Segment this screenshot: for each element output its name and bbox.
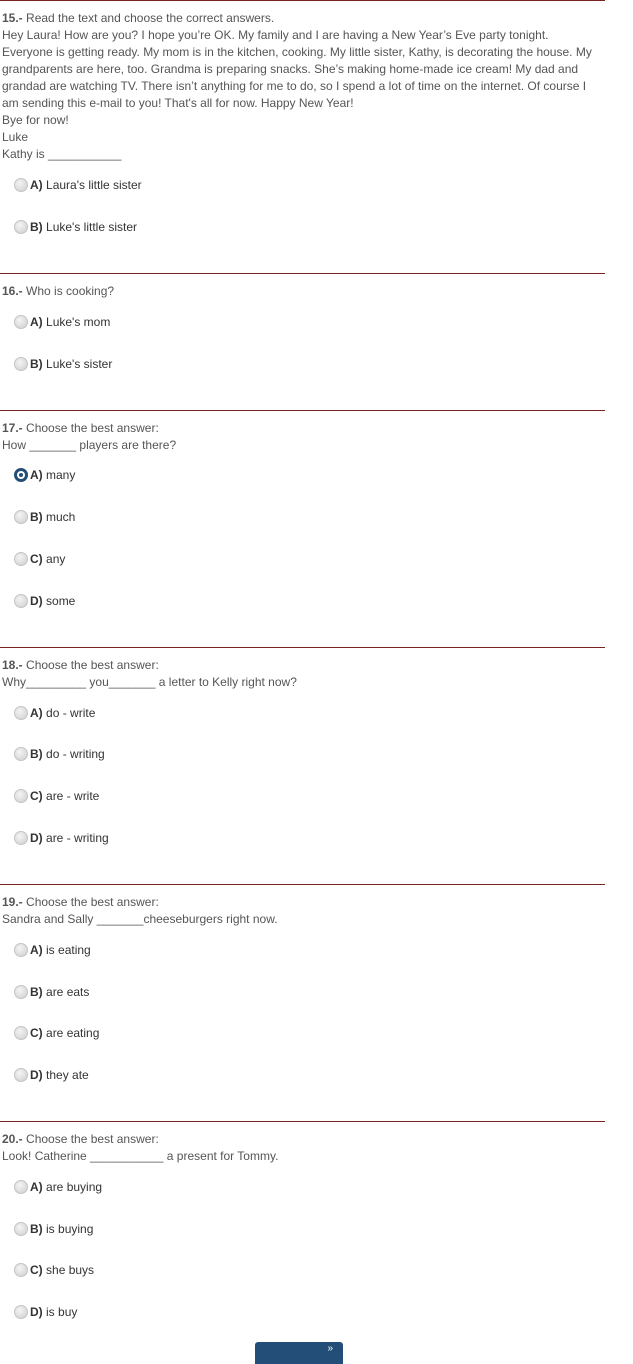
option-label: B) do - writing: [30, 747, 105, 761]
question-stem: How _______ players are there?: [2, 438, 177, 452]
option-label: A) Laura's little sister: [30, 178, 142, 192]
radio-button[interactable]: [14, 1263, 28, 1277]
radio-button[interactable]: [14, 789, 28, 803]
option-label: A) are buying: [30, 1180, 103, 1194]
question-number: 18.-: [2, 658, 23, 672]
option-label: A) do - write: [30, 706, 96, 720]
answer-option-20d[interactable]: [14, 1304, 77, 1320]
radio-button[interactable]: [14, 357, 28, 371]
option-label: C) she buys: [30, 1263, 95, 1277]
answer-option-19b[interactable]: [14, 984, 89, 1000]
question-17-text: [2, 420, 602, 454]
option-label: B) Luke's sister: [30, 357, 113, 371]
option-label: A) is eating: [30, 943, 91, 957]
radio-button[interactable]: [14, 315, 28, 329]
option-label: C) any: [30, 552, 66, 566]
question-number: 15.-: [2, 11, 23, 25]
radio-button[interactable]: [14, 706, 28, 720]
question-prompt: Choose the best answer:: [26, 1132, 159, 1146]
option-label: B) are eats: [30, 985, 90, 999]
answer-option-17c[interactable]: [14, 551, 65, 567]
answer-option-19d[interactable]: [14, 1067, 89, 1083]
option-label: B) Luke's little sister: [30, 220, 138, 234]
answer-option-18a[interactable]: [14, 705, 95, 721]
option-label: D) is buy: [30, 1305, 78, 1319]
next-button-label: »: [327, 1343, 333, 1354]
option-label: D) are - writing: [30, 831, 109, 845]
radio-button[interactable]: [14, 1222, 28, 1236]
question-divider: [0, 647, 605, 648]
radio-button[interactable]: [14, 747, 28, 761]
answer-option-20a[interactable]: [14, 1179, 102, 1195]
question-prompt: Choose the best answer:: [26, 895, 159, 909]
radio-button[interactable]: [14, 1068, 28, 1082]
radio-button[interactable]: [14, 552, 28, 566]
question-stem: Kathy is ___________: [2, 147, 122, 161]
answer-option-16b[interactable]: [14, 356, 112, 372]
answer-option-15a[interactable]: [14, 177, 142, 193]
option-label: D) some: [30, 594, 76, 608]
answer-option-20c[interactable]: [14, 1262, 94, 1278]
reading-passage: Hey Laura! How are you? I hope you’re OK. My family and I are having a New Year’s Eve party tonight. Everyone is getting ready. My mom is in the kitchen, cooking. My little sister, Kathy, is decorating the house. My grandparents are here, too. Grandma is preparing snacks. She’s making home-made ice cream! My dad and grandad are watching TV. There isn’t anything for me to do, so I spend a lot of time on the internet. Of course I am sending this e-mail to you! That's all for now. Happy New Year!: [2, 28, 596, 110]
question-prompt: Who is cooking?: [26, 284, 115, 298]
question-15-text: [2, 10, 602, 163]
question-stem: Why_________ you_______ a letter to Kelly right now?: [2, 675, 297, 689]
question-number: 19.-: [2, 895, 23, 909]
radio-button[interactable]: [14, 220, 28, 234]
radio-button[interactable]: [14, 510, 28, 524]
passage-signature: Luke: [2, 130, 29, 144]
question-divider: [0, 410, 605, 411]
answer-option-19a[interactable]: [14, 942, 91, 958]
radio-button[interactable]: [14, 594, 28, 608]
option-label: A) Luke's mom: [30, 315, 111, 329]
question-16-text: [2, 283, 602, 300]
question-18-text: [2, 657, 602, 691]
question-prompt: Read the text and choose the correct answers.: [26, 11, 275, 25]
passage-closing: Bye for now!: [2, 113, 69, 127]
radio-button[interactable]: [14, 831, 28, 845]
radio-button[interactable]: [14, 985, 28, 999]
radio-button[interactable]: [14, 1305, 28, 1319]
answer-option-15b[interactable]: [14, 219, 137, 235]
radio-button[interactable]: [14, 1180, 28, 1194]
option-label: B) much: [30, 510, 76, 524]
question-number: 17.-: [2, 421, 23, 435]
question-divider: [0, 273, 605, 274]
question-number: 16.-: [2, 284, 23, 298]
question-prompt: Choose the best answer:: [26, 421, 159, 435]
answer-option-18d[interactable]: [14, 830, 109, 846]
radio-button[interactable]: [14, 943, 28, 957]
radio-button[interactable]: [14, 1026, 28, 1040]
answer-option-16a[interactable]: [14, 314, 110, 330]
question-divider: [0, 1121, 605, 1122]
option-label: B) is buying: [30, 1222, 94, 1236]
answer-option-18c[interactable]: [14, 788, 99, 804]
option-label: C) are eating: [30, 1026, 100, 1040]
question-divider: [0, 884, 605, 885]
radio-button[interactable]: [14, 178, 28, 192]
answer-option-17a[interactable]: [14, 467, 75, 483]
option-label: A) many: [30, 468, 76, 482]
answer-option-17d[interactable]: [14, 593, 75, 609]
next-page-button[interactable]: [255, 1342, 343, 1364]
option-label: D) they ate: [30, 1068, 89, 1082]
question-divider: [0, 0, 605, 1]
question-stem: Look! Catherine ___________ a present for Tommy.: [2, 1149, 279, 1163]
radio-button-selected[interactable]: [14, 468, 28, 482]
answer-option-18b[interactable]: [14, 746, 105, 762]
answer-option-17b[interactable]: [14, 509, 75, 525]
question-prompt: Choose the best answer:: [26, 658, 159, 672]
question-20-text: [2, 1131, 602, 1165]
question-19-text: [2, 894, 602, 928]
option-label: C) are - write: [30, 789, 100, 803]
answer-option-19c[interactable]: [14, 1025, 99, 1041]
question-stem: Sandra and Sally _______cheeseburgers right now.: [2, 912, 278, 926]
answer-option-20b[interactable]: [14, 1221, 93, 1237]
question-number: 20.-: [2, 1132, 23, 1146]
